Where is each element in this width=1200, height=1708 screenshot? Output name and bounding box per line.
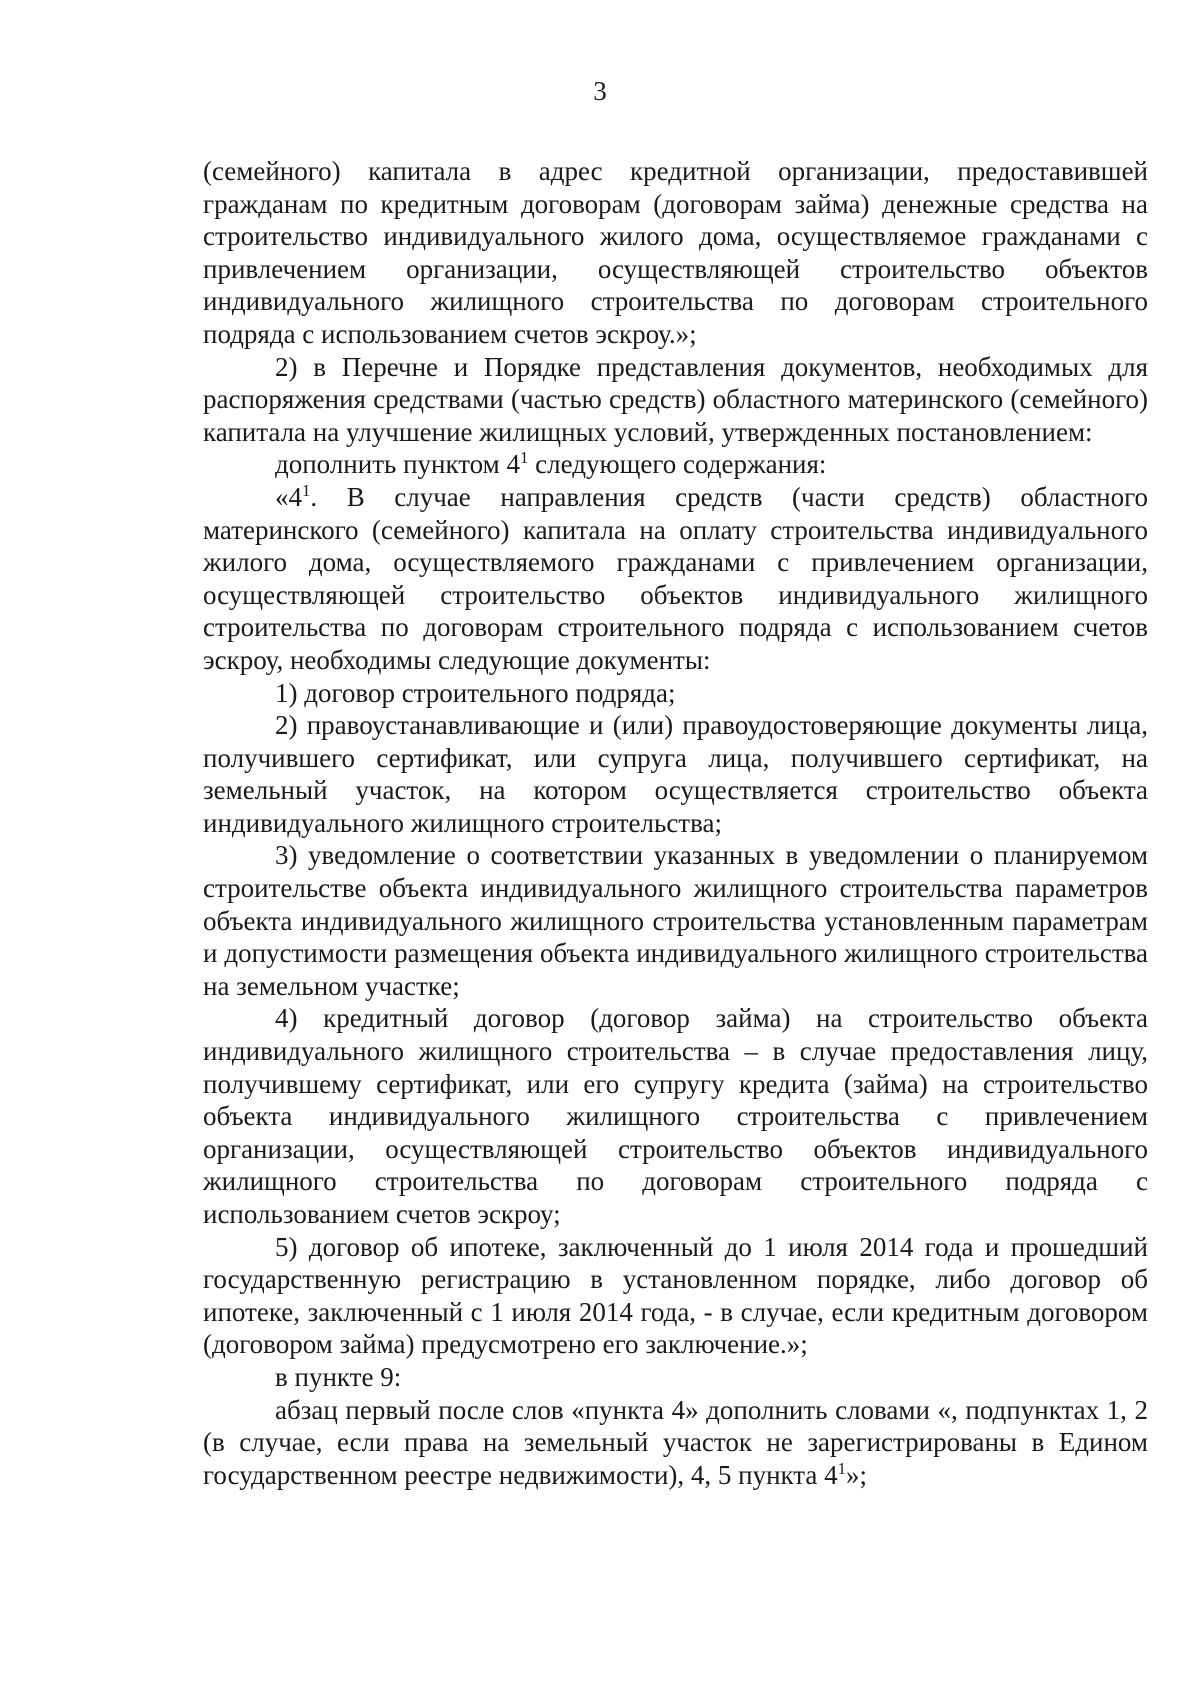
document-body [203,155,1148,1491]
paragraph-text: следующего содержания: [528,449,827,480]
paragraph [203,1394,1148,1492]
paragraph [203,1231,1148,1361]
paragraph [203,481,1148,677]
paragraph-text: 2) правоустанавливающие и (или) правоудостоверяющие документы лица, получившего сертификат, или супруга лица, получившего сертификат, на земельный участок, на котором осуществляется строительство объекта индивидуального жилищного строительства; [203,710,1148,838]
superscript: 1 [837,1458,847,1478]
paragraph-text: 1) договор строительного подряда; [275,677,676,708]
superscript: 1 [520,448,529,468]
paragraph-text: дополнить пунктом 4 [275,449,520,480]
paragraph-text: »; [846,1459,868,1490]
paragraph [203,1361,1148,1394]
page-number: 3 [593,76,607,106]
paragraph [203,448,1148,481]
paragraph-text: 4) кредитный договор (договор займа) на строительство объекта индивидуального жилищного строительства – в случае предоставления лицу, получившему сертификат, или его супругу кредита (займа) на строительство объекта индивидуального жилищного строительства с привлечением организации, осуществляющей строительство объектов индивидуального жилищного строительства по договорам строительного подряда с использованием счетов эскроу; [203,1003,1148,1229]
paragraph-text: . В случае направления средств (части средств) областного материнского (семейного) капитала на оплату строительства индивидуального жилого дома, осуществляемого гражданами с привлечением организации, осуществляющей строительство объектов индивидуального жилищного строительства по договорам строительного подряда с использованием счетов эскроу, необходимы следующие документы: [203,481,1148,675]
paragraph-text: 3) уведомление о соответствии указанных в уведомлении о планируемом строительстве объекта индивидуального жилищного строительства параметров объекта индивидуального жилищного строительства установленным параметрам и допустимости размещения объекта индивидуального жилищного строительства на земельном участке; [203,840,1148,1001]
superscript: 1 [302,480,311,500]
paragraph [203,155,1148,351]
paragraph [203,677,1148,710]
paragraph [203,1002,1148,1230]
paragraph-text: 5) договор об ипотеке, заключенный до 1 июля 2014 года и прошедший государственную регистрацию в установленном порядке, либо договор об ипотеке, заключенный с 1 июля 2014 года, - в случае, если кредитным договором (договором займа) предусмотрено его заключение.»; [203,1231,1148,1360]
paragraph-text: (семейного) капитала в адрес кредитной организации, предоставившей гражданам по кредитным договорам (договорам займа) денежные средства на строительство индивидуального жилого дома, осуществляемое гражданами с привлечением организации, осуществляющей строительство объектов индивидуального жилищного строительства по договорам строительного подряда с использованием счетов эскроу.»; [203,156,1148,349]
paragraph [203,839,1148,1002]
paragraph [203,351,1148,449]
paragraph-text: «4 [275,481,302,512]
paragraph [203,709,1148,839]
paragraph-text: абзац первый после слов «пункта 4» дополнить словами «, подпунктах 1, 2 (в случае, если права на земельный участок не зарегистрированы в Едином государственном реестре недвижимости), 4, 5 пункта 4 [203,1394,1148,1490]
paragraph-text: 2) в Перечне и Порядке представления документов, необходимых для распоряжения средствами (частью средств) областного материнского (семейного) капитала на улучшение жилищных условий, утвержденных постановлением: [203,351,1148,447]
paragraph-text: в пункте 9: [275,1361,402,1392]
